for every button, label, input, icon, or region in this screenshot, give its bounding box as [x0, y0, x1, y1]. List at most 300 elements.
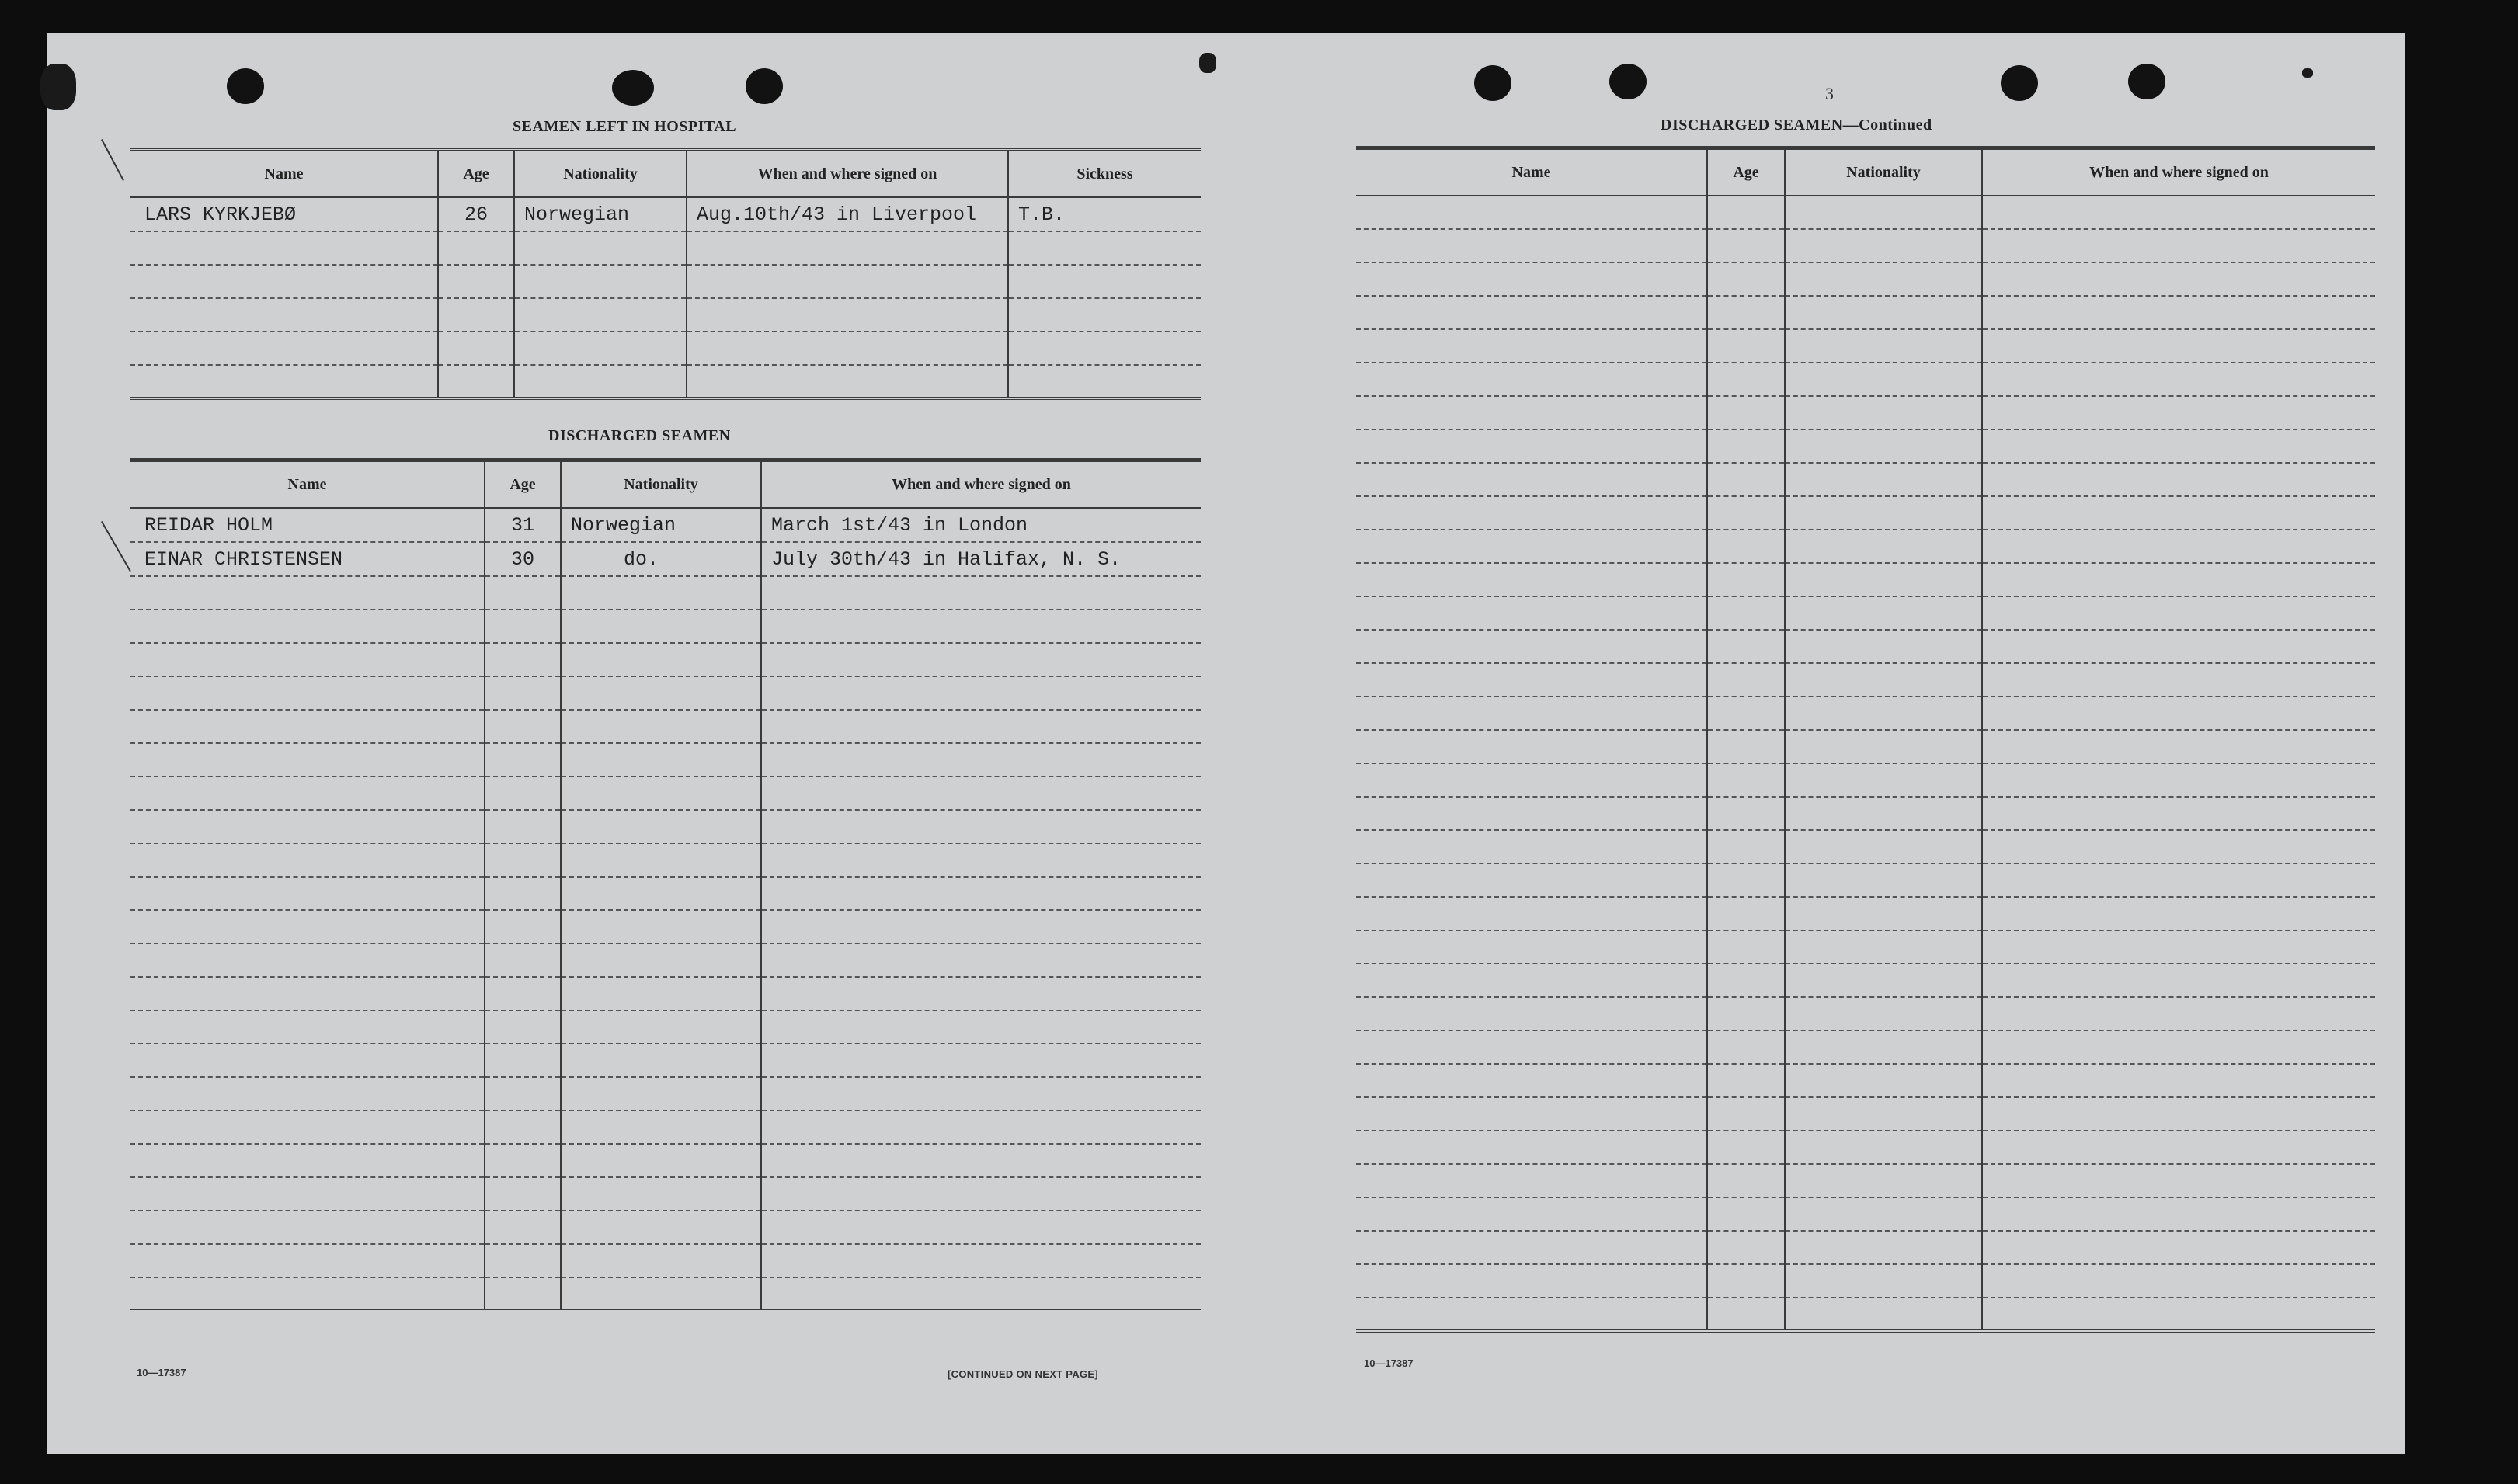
blank-cell — [561, 1110, 761, 1144]
blank-cell — [1707, 1298, 1785, 1331]
blank-cell — [1982, 530, 2375, 563]
blank-cell — [1008, 265, 1201, 298]
blank-cell — [1356, 262, 1707, 296]
column-header-nationality: Nationality — [1785, 148, 1982, 196]
table-row-blank — [130, 265, 1201, 298]
blank-cell — [1785, 596, 1982, 630]
blank-cell — [1707, 1030, 1785, 1064]
blank-cell — [1356, 1131, 1707, 1164]
blank-cell — [130, 810, 485, 843]
blank-cell — [1982, 763, 2375, 797]
blank-cell — [1356, 1231, 1707, 1264]
table-row-blank — [1356, 363, 2375, 396]
blank-cell — [1356, 630, 1707, 663]
blank-cell — [1982, 897, 2375, 930]
discharged-continued-title: DISCHARGED SEAMEN—Continued — [1661, 116, 1932, 134]
seaman-signed-on: March 1st/43 in London — [761, 508, 1201, 542]
blank-cell — [1707, 697, 1785, 730]
discharged-table — [130, 458, 1201, 1312]
table-row — [130, 542, 1201, 576]
table-row-blank — [1356, 1131, 2375, 1164]
blank-cell — [1982, 930, 2375, 964]
blank-cell — [1785, 830, 1982, 864]
blank-cell — [1356, 730, 1707, 763]
table-row-blank — [130, 643, 1201, 676]
blank-cell — [1356, 329, 1707, 363]
table-row-blank — [1356, 196, 2375, 229]
table-row-blank — [1356, 429, 2375, 463]
table-row-blank — [130, 298, 1201, 332]
blank-cell — [1707, 997, 1785, 1030]
column-header-age: Age — [485, 460, 561, 509]
blank-cell — [1982, 262, 2375, 296]
blank-cell — [1008, 365, 1201, 398]
blank-cell — [485, 1077, 561, 1110]
table-row-blank — [130, 910, 1201, 944]
blank-cell — [1982, 697, 2375, 730]
blank-cell — [1785, 1097, 1982, 1131]
blank-cell — [561, 743, 761, 777]
blank-cell — [561, 1144, 761, 1177]
blank-cell — [130, 1044, 485, 1077]
table-row-blank — [1356, 1231, 2375, 1264]
table-row-blank — [1356, 697, 2375, 730]
blank-cell — [561, 843, 761, 877]
blank-cell — [1982, 1164, 2375, 1197]
table-row-blank — [130, 576, 1201, 610]
blank-cell — [1785, 496, 1982, 530]
seaman-signed-on: Aug.10th/43 in Liverpool — [687, 197, 1008, 231]
blank-cell — [1982, 797, 2375, 830]
seaman-signed-on: July 30th/43 in Halifax, N. S. — [761, 542, 1201, 576]
blank-cell — [687, 298, 1008, 332]
table-row-blank — [130, 676, 1201, 710]
blank-cell — [761, 643, 1201, 676]
blank-cell — [1707, 1164, 1785, 1197]
table-row — [130, 197, 1201, 231]
seaman-nationality: do. — [561, 542, 761, 576]
blank-cell — [1707, 196, 1785, 229]
column-header-signed-on: When and where signed on — [687, 150, 1008, 198]
blank-cell — [514, 298, 687, 332]
table-row-blank — [130, 610, 1201, 643]
blank-cell — [1785, 1197, 1982, 1231]
blank-cell — [761, 1010, 1201, 1044]
blank-cell — [130, 265, 438, 298]
blank-cell — [485, 743, 561, 777]
blank-cell — [130, 1110, 485, 1144]
table-row-blank — [1356, 964, 2375, 997]
blank-cell — [485, 1044, 561, 1077]
blank-cell — [761, 843, 1201, 877]
blank-cell — [761, 944, 1201, 977]
blank-cell — [1785, 329, 1982, 363]
blank-cell — [1356, 1064, 1707, 1097]
seaman-age: 30 — [485, 542, 561, 576]
table-row-blank — [1356, 1097, 2375, 1131]
blank-cell — [761, 810, 1201, 843]
blank-cell — [561, 1044, 761, 1077]
table-row-blank — [1356, 797, 2375, 830]
blank-cell — [1982, 830, 2375, 864]
table-row-blank — [130, 944, 1201, 977]
blank-cell — [1707, 463, 1785, 496]
blank-cell — [1707, 262, 1785, 296]
blank-cell — [1982, 563, 2375, 596]
blank-cell — [561, 643, 761, 676]
blank-cell — [761, 977, 1201, 1010]
table-row-blank — [1356, 396, 2375, 429]
column-header-name: Name — [130, 460, 485, 509]
blank-cell — [1982, 1298, 2375, 1331]
table-row-blank — [130, 1044, 1201, 1077]
blank-cell — [1356, 697, 1707, 730]
blank-cell — [1982, 1197, 2375, 1231]
blank-cell — [130, 877, 485, 910]
blank-cell — [1356, 530, 1707, 563]
blank-cell — [1982, 229, 2375, 262]
blank-cell — [130, 298, 438, 332]
table-row-blank — [130, 1077, 1201, 1110]
blank-cell — [1785, 1264, 1982, 1298]
blank-cell — [485, 944, 561, 977]
table-row-blank — [1356, 496, 2375, 530]
blank-cell — [761, 743, 1201, 777]
table-row-blank — [130, 365, 1201, 398]
table-row-blank — [1356, 763, 2375, 797]
seaman-age: 26 — [438, 197, 514, 231]
table-row-blank — [1356, 1298, 2375, 1331]
table-row-blank — [130, 1177, 1201, 1211]
blank-cell — [1982, 964, 2375, 997]
blank-cell — [1785, 864, 1982, 897]
blank-cell — [1785, 1231, 1982, 1264]
blank-cell — [1982, 296, 2375, 329]
blank-cell — [130, 910, 485, 944]
table-row-blank — [130, 1010, 1201, 1044]
continued-note: [CONTINUED ON NEXT PAGE] — [948, 1368, 1099, 1380]
blank-cell — [1356, 496, 1707, 530]
blank-cell — [485, 777, 561, 810]
blank-cell — [761, 1044, 1201, 1077]
blank-cell — [485, 977, 561, 1010]
column-header-sickness: Sickness — [1008, 150, 1201, 198]
blank-cell — [514, 365, 687, 398]
blank-cell — [1785, 697, 1982, 730]
blank-cell — [1356, 429, 1707, 463]
table-row-blank — [1356, 864, 2375, 897]
seaman-nationality: Norwegian — [514, 197, 687, 231]
table-row-blank — [130, 777, 1201, 810]
table-row-blank — [1356, 1030, 2375, 1064]
blank-cell — [1707, 763, 1785, 797]
table-row-blank — [1356, 596, 2375, 630]
blank-cell — [761, 610, 1201, 643]
blank-cell — [485, 1010, 561, 1044]
blank-cell — [1707, 1231, 1785, 1264]
blank-cell — [561, 1211, 761, 1244]
blank-cell — [1356, 763, 1707, 797]
blank-cell — [1707, 930, 1785, 964]
table-row-blank — [1356, 229, 2375, 262]
blank-cell — [761, 710, 1201, 743]
check-mark — [101, 521, 131, 572]
blank-cell — [1707, 897, 1785, 930]
discharged-continued-table — [1356, 146, 2375, 1333]
table-row-blank — [130, 332, 1201, 365]
blank-cell — [1707, 396, 1785, 429]
blank-cell — [1707, 1064, 1785, 1097]
blank-cell — [1356, 964, 1707, 997]
blank-cell — [438, 332, 514, 365]
blank-cell — [1982, 730, 2375, 763]
table-row-blank — [130, 743, 1201, 777]
blank-cell — [1785, 930, 1982, 964]
right-page — [1289, 33, 2405, 1454]
blank-cell — [1785, 1064, 1982, 1097]
table-row-blank — [1356, 530, 2375, 563]
blank-cell — [687, 365, 1008, 398]
left-page — [47, 33, 1289, 1454]
table-row — [130, 508, 1201, 542]
blank-cell — [1707, 1197, 1785, 1231]
column-header-age: Age — [438, 150, 514, 198]
hospital-table — [130, 148, 1201, 400]
blank-cell — [687, 231, 1008, 265]
blank-cell — [1707, 1264, 1785, 1298]
blank-cell — [130, 1010, 485, 1044]
blank-cell — [1356, 997, 1707, 1030]
blank-cell — [1785, 296, 1982, 329]
blank-cell — [514, 265, 687, 298]
blank-cell — [1785, 997, 1982, 1030]
table-row-blank — [1356, 630, 2375, 663]
blank-cell — [761, 1244, 1201, 1277]
blank-cell — [1982, 864, 2375, 897]
blank-cell — [1785, 663, 1982, 697]
blank-cell — [561, 877, 761, 910]
blank-cell — [1356, 663, 1707, 697]
blank-cell — [130, 676, 485, 710]
blank-cell — [1356, 864, 1707, 897]
blank-cell — [485, 643, 561, 676]
blank-cell — [761, 1077, 1201, 1110]
blank-cell — [1707, 830, 1785, 864]
blank-cell — [1356, 1264, 1707, 1298]
blank-cell — [1982, 329, 2375, 363]
blank-cell — [761, 1211, 1201, 1244]
table-row-blank — [1356, 997, 2375, 1030]
blank-cell — [561, 977, 761, 1010]
blank-cell — [561, 944, 761, 977]
table-row-blank — [1356, 1197, 2375, 1231]
blank-cell — [1982, 630, 2375, 663]
blank-cell — [130, 365, 438, 398]
table-row-blank — [130, 231, 1201, 265]
blank-cell — [130, 977, 485, 1010]
blank-cell — [130, 1277, 485, 1311]
blank-cell — [1982, 396, 2375, 429]
blank-cell — [130, 944, 485, 977]
blank-cell — [485, 676, 561, 710]
table-header-row — [130, 150, 1201, 198]
blank-cell — [761, 1177, 1201, 1211]
blank-cell — [761, 777, 1201, 810]
blank-cell — [1356, 1298, 1707, 1331]
blank-cell — [561, 610, 761, 643]
seaman-name: EINAR CHRISTENSEN — [130, 542, 485, 576]
blank-cell — [130, 843, 485, 877]
blank-cell — [485, 1244, 561, 1277]
blank-cell — [1982, 463, 2375, 496]
blank-cell — [1785, 463, 1982, 496]
column-header-name: Name — [1356, 148, 1707, 196]
table-row-blank — [130, 810, 1201, 843]
blank-cell — [1707, 797, 1785, 830]
blank-cell — [561, 1177, 761, 1211]
blank-cell — [485, 1177, 561, 1211]
column-header-nationality: Nationality — [561, 460, 761, 509]
blank-cell — [485, 610, 561, 643]
table-row-blank — [1356, 897, 2375, 930]
blank-cell — [1785, 964, 1982, 997]
blank-cell — [1707, 1097, 1785, 1131]
blank-cell — [485, 1277, 561, 1311]
blank-cell — [1707, 630, 1785, 663]
blank-cell — [1982, 363, 2375, 396]
form-number: 10—17387 — [137, 1367, 186, 1378]
blank-cell — [1785, 363, 1982, 396]
blank-cell — [485, 710, 561, 743]
blank-cell — [1785, 262, 1982, 296]
seaman-age: 31 — [485, 508, 561, 542]
table-row-blank — [130, 843, 1201, 877]
blank-cell — [438, 298, 514, 332]
blank-cell — [761, 877, 1201, 910]
table-header-row — [130, 460, 1201, 509]
blank-cell — [761, 1110, 1201, 1144]
table-row-blank — [1356, 663, 2375, 697]
blank-cell — [1785, 730, 1982, 763]
blank-cell — [485, 1144, 561, 1177]
blank-cell — [1707, 496, 1785, 530]
blank-cell — [130, 576, 485, 610]
table-row-blank — [130, 977, 1201, 1010]
blank-cell — [687, 265, 1008, 298]
table-row-blank — [1356, 1164, 2375, 1197]
blank-cell — [1785, 1298, 1982, 1331]
blank-cell — [561, 1010, 761, 1044]
blank-cell — [561, 910, 761, 944]
blank-cell — [1982, 429, 2375, 463]
blank-cell — [130, 610, 485, 643]
blank-cell — [561, 1277, 761, 1311]
blank-cell — [1982, 596, 2375, 630]
blank-cell — [1982, 196, 2375, 229]
blank-cell — [1008, 332, 1201, 365]
blank-cell — [1785, 763, 1982, 797]
blank-cell — [1356, 1030, 1707, 1064]
blank-cell — [1785, 797, 1982, 830]
blank-cell — [1982, 663, 2375, 697]
blank-cell — [1356, 897, 1707, 930]
seaman-name: LARS KYRKJEBØ — [130, 197, 438, 231]
column-header-name: Name — [130, 150, 438, 198]
blank-cell — [1707, 964, 1785, 997]
seaman-nationality: Norwegian — [561, 508, 761, 542]
table-row-blank — [130, 1211, 1201, 1244]
blank-cell — [1982, 1264, 2375, 1298]
blank-cell — [1982, 997, 2375, 1030]
blank-cell — [1785, 630, 1982, 663]
blank-cell — [1707, 429, 1785, 463]
blank-cell — [130, 231, 438, 265]
blank-cell — [1356, 229, 1707, 262]
column-header-signed-on: When and where signed on — [761, 460, 1201, 509]
table-row-blank — [130, 1144, 1201, 1177]
blank-cell — [761, 1144, 1201, 1177]
blank-cell — [561, 777, 761, 810]
column-header-age: Age — [1707, 148, 1785, 196]
table-row-blank — [1356, 930, 2375, 964]
blank-cell — [1785, 429, 1982, 463]
blank-cell — [761, 910, 1201, 944]
blank-cell — [1707, 596, 1785, 630]
blank-cell — [687, 332, 1008, 365]
seaman-name: REIDAR HOLM — [130, 508, 485, 542]
blank-cell — [1356, 930, 1707, 964]
blank-cell — [130, 1177, 485, 1211]
blank-cell — [1707, 730, 1785, 763]
blank-cell — [1008, 298, 1201, 332]
blank-cell — [130, 1244, 485, 1277]
table-row-blank — [130, 1277, 1201, 1311]
table-row-blank — [1356, 262, 2375, 296]
blank-cell — [1785, 1131, 1982, 1164]
blank-cell — [485, 843, 561, 877]
table-row-blank — [1356, 329, 2375, 363]
blank-cell — [1356, 596, 1707, 630]
blank-cell — [1785, 196, 1982, 229]
blank-cell — [514, 332, 687, 365]
table-row-blank — [130, 710, 1201, 743]
blank-cell — [130, 743, 485, 777]
blank-cell — [561, 676, 761, 710]
blank-cell — [130, 710, 485, 743]
blank-cell — [1707, 363, 1785, 396]
blank-cell — [485, 576, 561, 610]
table-row-blank — [130, 1110, 1201, 1144]
table-row-blank — [130, 1244, 1201, 1277]
blank-cell — [1356, 1164, 1707, 1197]
table-row-blank — [1356, 1264, 2375, 1298]
column-header-signed-on: When and where signed on — [1982, 148, 2375, 196]
blank-cell — [1356, 396, 1707, 429]
document-sheet — [47, 33, 2405, 1454]
blank-cell — [761, 676, 1201, 710]
blank-cell — [1356, 463, 1707, 496]
blank-cell — [561, 710, 761, 743]
page-number: 3 — [1825, 84, 1834, 103]
blank-cell — [561, 1244, 761, 1277]
blank-cell — [1785, 396, 1982, 429]
blank-cell — [1008, 231, 1201, 265]
blank-cell — [485, 810, 561, 843]
check-mark — [101, 139, 124, 181]
blank-cell — [1785, 1164, 1982, 1197]
blank-cell — [1356, 797, 1707, 830]
table-row-blank — [1356, 1064, 2375, 1097]
